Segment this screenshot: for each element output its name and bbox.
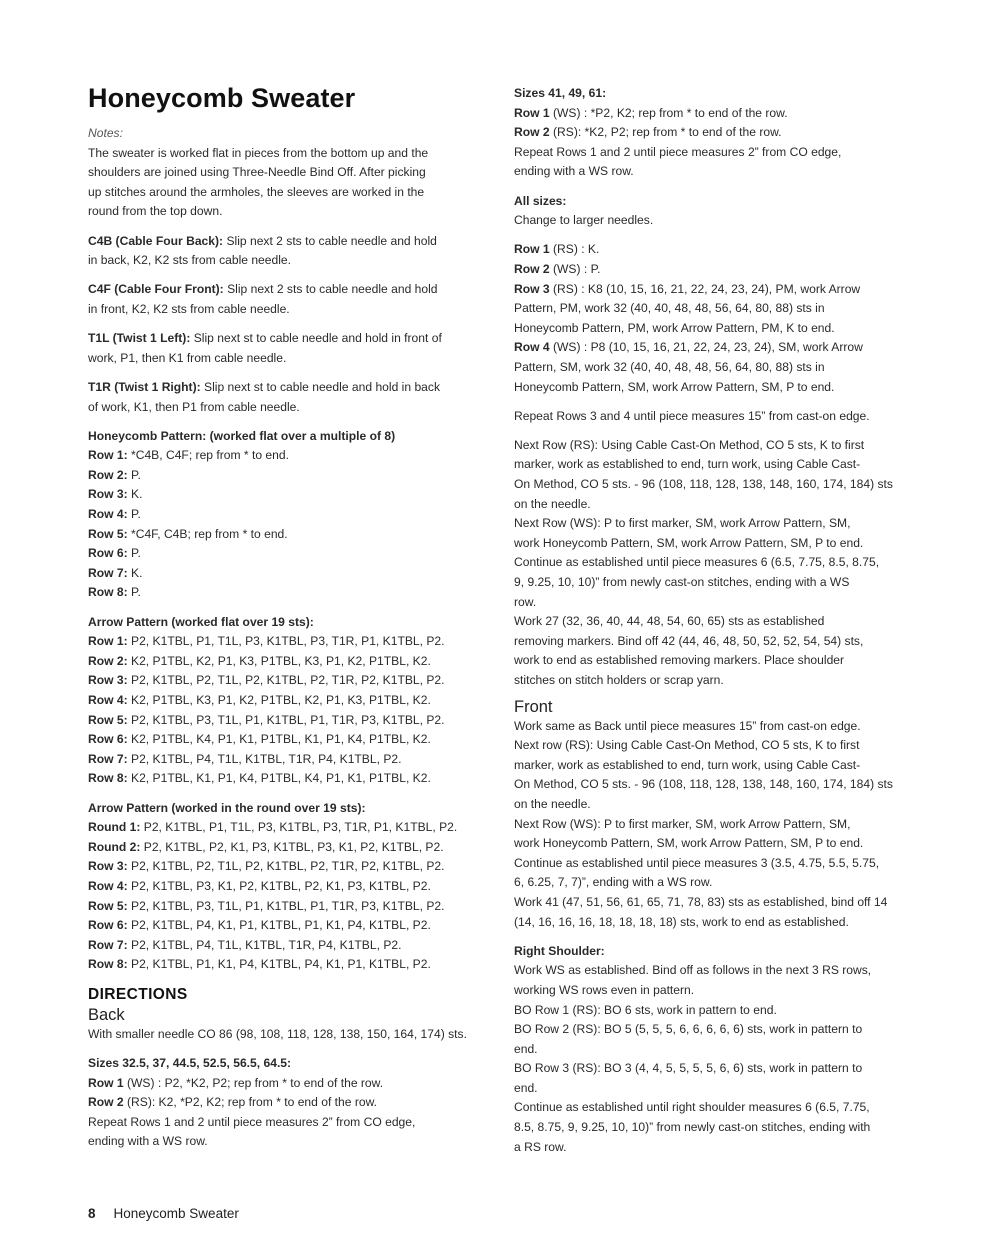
pattern-row — [88, 857, 486, 877]
text-line: end. — [514, 1041, 538, 1056]
text-line: on the needle. — [514, 496, 591, 511]
pattern-row — [88, 897, 486, 917]
row-label: Row 1: — [88, 448, 128, 463]
text-line: Next Row (WS): P to first marker, SM, work Arrow Pattern, SM, — [514, 516, 851, 531]
pattern-row — [88, 485, 486, 505]
row-text: (RS): *K2, P2; rep from * to end of the row. — [549, 125, 782, 140]
sizes-b-row1 — [514, 104, 919, 124]
all-sizes-text: Change to larger needles. — [514, 213, 654, 228]
row-label: Row 2 — [88, 1095, 124, 1110]
abbrev-term: T1L (Twist 1 Left): — [88, 331, 191, 346]
page-number: 8 — [88, 1206, 96, 1221]
body-row4-cont: Pattern, SM, work 32 (40, 40, 48, 48, 56, 64, 80, 88) sts in — [514, 359, 825, 374]
text-line: Continue as established until piece measures 6 (6.5, 7.75, 8.5, 8.75, — [514, 555, 880, 570]
row-text: K. — [127, 487, 143, 502]
abbrev-text: Slip next st to cable needle and hold in front of — [190, 331, 442, 346]
body-row3-cont: Pattern, PM, work 32 (40, 40, 48, 48, 56, 64, 80, 88) sts in — [514, 301, 825, 316]
row-text: P2, K1TBL, P3, T1L, P1, K1TBL, P1, T1R, P3, K1TBL, P2. — [127, 898, 445, 913]
row-text: K2, P1TBL, K1, P1, K4, P1TBL, K4, P1, K1, P1TBL, K2. — [127, 771, 431, 786]
pattern-row — [88, 955, 486, 975]
row-text: P. — [127, 467, 141, 482]
text-line: Work same as Back until piece measures 15” from cast-on edge. — [514, 718, 861, 733]
row-text: (RS) : K8 (10, 15, 16, 21, 22, 24, 23, 24), PM, work Arrow — [549, 281, 861, 296]
text-line: BO Row 1 (RS): BO 6 sts, work in pattern to end. — [514, 1002, 777, 1017]
sizes-b-repeat: Repeat Rows 1 and 2 until piece measures 2” from CO edge, — [514, 144, 842, 159]
row-label: Row 5: — [88, 712, 128, 727]
row-label: Row 2: — [88, 467, 128, 482]
pattern-row — [88, 877, 486, 897]
page-title: Honeycomb Sweater — [88, 83, 356, 113]
row-text: (RS): K2, *P2, K2; rep from * to end of the row. — [123, 1095, 378, 1110]
body-row4 — [514, 338, 919, 358]
abbrev-text: of work, K1, then P1 from cable needle. — [88, 399, 300, 414]
text-line: work Honeycomb Pattern, SM, work Arrow Pattern, SM, P to end. — [514, 535, 864, 550]
text-line: marker, work as established to end, turn work, using Cable Cast- — [514, 757, 861, 772]
row-text: K. — [127, 565, 143, 580]
abbrev-text: in front, K2, K2 sts from cable needle. — [88, 301, 290, 316]
row-text: P2, K1TBL, P3, K1, P2, K1TBL, P2, K1, P3, K1TBL, P2. — [127, 878, 431, 893]
body-row3-cont: Honeycomb Pattern, PM, work Arrow Pattern, PM, K to end. — [514, 320, 835, 335]
front-heading: Front — [514, 697, 553, 716]
sizes-a-heading: Sizes 32.5, 37, 44.5, 52.5, 56.5, 64.5: — [88, 1056, 292, 1071]
text-line: 6, 6.25, 7, 7)”, ending with a WS row. — [514, 875, 713, 890]
sizes-a-repeat: ending with a WS row. — [88, 1134, 208, 1149]
row-label: Row 3: — [88, 487, 128, 502]
row-text: P2, K1TBL, P2, T1L, P2, K1TBL, P2, T1R, P2, K1TBL, P2. — [127, 673, 445, 688]
row-text: P. — [127, 507, 141, 522]
row-label: Row 1 — [88, 1075, 124, 1090]
row-label: Row 2 — [514, 261, 550, 276]
text-line: on the needle. — [514, 796, 591, 811]
pattern-row — [88, 916, 486, 936]
back-shaping — [514, 436, 919, 691]
pattern-row — [88, 750, 486, 770]
text-line: Work 41 (47, 51, 56, 61, 65, 71, 78, 83) sts as established, bind off 14 — [514, 894, 888, 909]
text-line: 9, 9.25, 10, 10)” from newly cast-on stitches, ending with a WS — [514, 575, 850, 590]
text-line: row. — [514, 594, 537, 609]
footer-title: Honeycomb Sweater — [113, 1206, 239, 1221]
row-text: K2, P1TBL, K4, P1, K1, P1TBL, K1, P1, K4, P1TBL, K2. — [127, 732, 431, 747]
directions-heading: DIRECTIONS — [88, 985, 188, 1003]
back-cast-on: With smaller needle CO 86 (98, 108, 118, 128, 138, 150, 164, 174) sts. — [88, 1026, 467, 1041]
row-label: Row 4 — [514, 340, 550, 355]
text-line: marker, work as established to end, turn work, using Cable Cast- — [514, 457, 861, 472]
row-text: (WS) : P. — [549, 261, 601, 276]
row-label: Row 7: — [88, 751, 128, 766]
honeycomb-heading: Honeycomb Pattern: (worked flat over a multiple of 8) — [88, 428, 396, 443]
notes-line: The sweater is worked flat in pieces from the bottom up and the — [88, 145, 429, 160]
body-row2 — [514, 260, 919, 280]
pattern-row — [88, 818, 486, 838]
row-label: Row 6: — [88, 732, 128, 747]
left-column — [88, 124, 486, 1152]
abbrev-text: Slip next 2 sts to cable needle and hold — [223, 233, 437, 248]
text-line: working WS rows even in pattern. — [514, 982, 695, 997]
row-label: Row 7: — [88, 937, 128, 952]
row-label: Row 1 — [514, 242, 550, 257]
right-shoulder-section — [514, 961, 919, 1157]
pattern-row — [88, 730, 486, 750]
row-text: K2, P1TBL, K2, P1, K3, P1TBL, K3, P1, K2, P1TBL, K2. — [127, 653, 431, 668]
row-label: Row 6: — [88, 918, 128, 933]
row-text: P2, K1TBL, P1, K1, P4, K1TBL, P4, K1, P1, K1TBL, P2. — [127, 957, 431, 972]
text-line: On Method, CO 5 sts. - 96 (108, 118, 128, 138, 148, 160, 174, 184) sts — [514, 777, 893, 792]
text-line: BO Row 3 (RS): BO 3 (4, 4, 5, 5, 5, 5, 6, 6) sts, work in pattern to — [514, 1061, 863, 1076]
sizes-a-row2 — [88, 1093, 486, 1113]
text-line: end. — [514, 1080, 538, 1095]
row-label: Row 2 — [514, 125, 550, 140]
row-text: (WS) : *P2, K2; rep from * to end of the row. — [549, 105, 788, 120]
row-label: Row 5: — [88, 898, 128, 913]
row-label: Row 3 — [514, 281, 550, 296]
right-column — [514, 84, 919, 1157]
row-label: Round 1: — [88, 820, 141, 835]
row-label: Row 6: — [88, 546, 128, 561]
body-row3 — [514, 280, 919, 300]
body-row4-cont: Honeycomb Pattern, SM, work Arrow Pattern, SM, P to end. — [514, 379, 835, 394]
abbrev-term: T1R (Twist 1 Right): — [88, 379, 201, 394]
pattern-row — [88, 711, 486, 731]
pattern-row — [88, 544, 486, 564]
row-text: P2, K1TBL, P2, K1, P3, K1TBL, P3, K1, P2, K1TBL, P2. — [140, 839, 444, 854]
row-label: Row 3: — [88, 859, 128, 874]
text-line: work Honeycomb Pattern, SM, work Arrow Pattern, SM, P to end. — [514, 836, 864, 851]
pattern-row — [88, 583, 486, 603]
row-text: P2, K1TBL, P3, T1L, P1, K1TBL, P1, T1R, P3, K1TBL, P2. — [127, 712, 445, 727]
row-text: (WS) : P2, *K2, P2; rep from * to end of the row. — [123, 1075, 384, 1090]
front-section — [514, 717, 919, 933]
notes-label: Notes: — [88, 126, 123, 140]
pattern-row — [88, 505, 486, 525]
abbreviation-c4b — [88, 232, 486, 252]
row-label: Row 8: — [88, 957, 128, 972]
text-line: BO Row 2 (RS): BO 5 (5, 5, 5, 6, 6, 6, 6, 6) sts, work in pattern to — [514, 1022, 863, 1037]
pattern-row — [88, 691, 486, 711]
abbrev-text: work, P1, then K1 from cable needle. — [88, 350, 287, 365]
row-label: Round 2: — [88, 839, 141, 854]
text-line: Work WS as established. Bind off as follows in the next 3 RS rows, — [514, 963, 872, 978]
row-text: P2, K1TBL, P4, K1, P1, K1TBL, P1, K1, P4, K1TBL, P2. — [127, 918, 431, 933]
abbrev-term: C4F (Cable Four Front): — [88, 282, 224, 297]
back-heading: Back — [88, 1005, 125, 1024]
row-text: K2, P1TBL, K3, P1, K2, P1TBL, K2, P1, K3, P1TBL, K2. — [127, 693, 431, 707]
notes-line: up stitches around the armholes, the sleeves are worked in the — [88, 184, 425, 199]
sizes-a-row1 — [88, 1074, 486, 1094]
text-line: a RS row. — [514, 1139, 567, 1154]
back-repeat: Repeat Rows 3 and 4 until piece measures 15” from cast-on edge. — [514, 408, 870, 423]
arrow-flat-rows — [88, 632, 486, 789]
notes-line: round from the top down. — [88, 204, 223, 219]
row-text: P2, K1TBL, P2, T1L, P2, K1TBL, P2, T1R, P2, K1TBL, P2. — [127, 859, 445, 874]
row-label: Row 8: — [88, 771, 128, 786]
text-line: Next Row (WS): P to first marker, SM, work Arrow Pattern, SM, — [514, 816, 851, 831]
pattern-row — [88, 632, 486, 652]
row-label: Row 2: — [88, 653, 128, 668]
pattern-row — [88, 525, 486, 545]
body-row1 — [514, 240, 919, 260]
arrow-round-heading: Arrow Pattern (worked in the round over 19 sts): — [88, 800, 366, 815]
row-label: Row 7: — [88, 565, 128, 580]
row-label: Row 4: — [88, 693, 128, 707]
abbrev-text: Slip next 2 sts to cable needle and hold — [223, 282, 438, 297]
row-text: P. — [127, 546, 141, 561]
pattern-row — [88, 652, 486, 672]
abbreviation-t1l — [88, 329, 486, 349]
row-text: P2, K1TBL, P1, T1L, P3, K1TBL, P3, T1R, P1, K1TBL, P2. — [127, 634, 445, 649]
sizes-b-heading: Sizes 41, 49, 61: — [514, 86, 607, 100]
text-line: Next Row (RS): Using Cable Cast-On Method, CO 5 sts, K to first — [514, 437, 865, 452]
text-line: Continue as established until piece measures 3 (3.5, 4.75, 5.5, 5.75, — [514, 855, 880, 870]
row-label: Row 1 — [514, 105, 550, 120]
row-label: Row 4: — [88, 878, 128, 893]
page-footer — [88, 1206, 239, 1221]
text-line: 8.5, 8.75, 9, 9.25, 10, 10)” from newly cast-on stitches, ending with — [514, 1120, 871, 1135]
arrow-flat-heading: Arrow Pattern (worked flat over 19 sts): — [88, 614, 314, 629]
row-label: Row 5: — [88, 526, 128, 541]
text-line: Work 27 (32, 36, 40, 44, 48, 54, 60, 65) sts as established — [514, 614, 825, 629]
pattern-row — [88, 446, 486, 466]
row-text: P. — [127, 585, 141, 600]
text-line: Next row (RS): Using Cable Cast-On Method, CO 5 sts, K to first — [514, 738, 860, 753]
pattern-row — [88, 564, 486, 584]
notes-line: shoulders are joined using Three-Needle Bind Off. After picking — [88, 165, 426, 180]
row-label: Row 8: — [88, 585, 128, 600]
text-line: On Method, CO 5 sts. - 96 (108, 118, 128, 138, 148, 160, 174, 184) sts — [514, 477, 893, 492]
row-text: P2, K1TBL, P1, T1L, P3, K1TBL, P3, T1R, P1, K1TBL, P2. — [140, 820, 458, 835]
row-text: (RS) : K. — [549, 242, 600, 257]
row-text: (WS) : P8 (10, 15, 16, 21, 22, 24, 23, 24), SM, work Arrow — [549, 340, 863, 355]
text-line: work to end as established removing markers. Place shoulder — [514, 653, 845, 668]
right-shoulder-heading: Right Shoulder: — [514, 943, 605, 958]
text-line: stitches on stitch holders or scrap yarn. — [514, 673, 724, 687]
row-text: P2, K1TBL, P4, T1L, K1TBL, T1R, P4, K1TBL, P2. — [127, 937, 402, 952]
pattern-row — [88, 936, 486, 956]
text-line: removing markers. Bind off 42 (44, 46, 48, 50, 52, 52, 54, 54) sts, — [514, 633, 864, 648]
abbrev-term: C4B (Cable Four Back): — [88, 233, 224, 248]
pattern-row — [88, 466, 486, 486]
sizes-b-row2 — [514, 123, 919, 143]
abbrev-text: Slip next st to cable needle and hold in back — [200, 379, 440, 394]
pattern-row — [88, 838, 486, 858]
row-text: *C4F, C4B; rep from * to end. — [127, 526, 288, 541]
text-line: Continue as established until right shoulder measures 6 (6.5, 7.75, — [514, 1100, 870, 1115]
text-line: (14, 16, 16, 16, 18, 18, 18, 18) sts, work to end as established. — [514, 914, 849, 929]
all-sizes-heading: All sizes: — [514, 193, 567, 208]
arrow-round-rows — [88, 818, 486, 975]
abbreviation-c4f — [88, 280, 486, 300]
sizes-b-repeat: ending with a WS row. — [514, 164, 634, 179]
row-text: *C4B, C4F; rep from * to end. — [127, 448, 289, 463]
row-label: Row 4: — [88, 507, 128, 522]
sizes-a-repeat: Repeat Rows 1 and 2 until piece measures 2” from CO edge, — [88, 1114, 416, 1129]
row-text: P2, K1TBL, P4, T1L, K1TBL, T1R, P4, K1TBL, P2. — [127, 751, 402, 766]
pattern-row — [88, 671, 486, 691]
pattern-row — [88, 769, 486, 789]
row-label: Row 1: — [88, 634, 128, 649]
abbrev-text: in back, K2, K2 sts from cable needle. — [88, 253, 292, 268]
row-label: Row 3: — [88, 673, 128, 688]
abbreviation-t1r — [88, 378, 486, 398]
honeycomb-rows — [88, 446, 486, 603]
